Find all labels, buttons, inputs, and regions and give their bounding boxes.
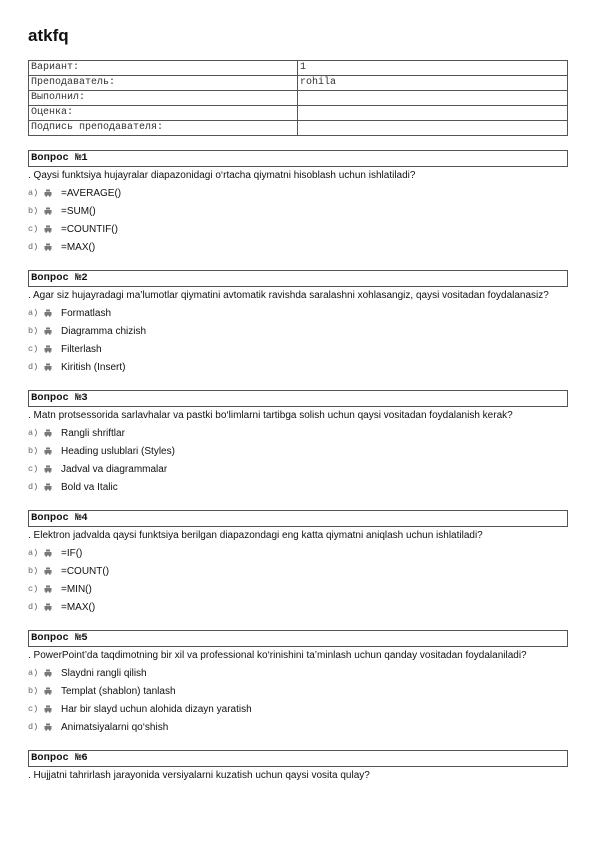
option-letter: a) — [28, 548, 39, 558]
option-text: Rangli shriftlar — [61, 427, 125, 439]
question-block — [28, 750, 568, 782]
info-label: Оценка: — [29, 106, 298, 121]
option-text: Diagramma chizish — [61, 325, 147, 337]
option-text: Slaydni rangli qilish — [61, 667, 147, 679]
answer-option[interactable] — [28, 682, 568, 700]
option-text: Animatsiyalarni qo‘shish — [61, 721, 169, 733]
answer-choice-icon — [44, 189, 52, 197]
answer-choice-icon — [44, 549, 52, 557]
answer-option[interactable] — [28, 322, 568, 340]
answer-option[interactable] — [28, 580, 568, 598]
option-letter: d) — [28, 242, 39, 252]
option-text: =COUNT() — [61, 565, 110, 577]
question-block — [28, 270, 568, 376]
info-row-teacher — [29, 76, 568, 91]
option-letter: c) — [28, 704, 39, 714]
option-letter: c) — [28, 344, 39, 354]
answer-option[interactable] — [28, 562, 568, 580]
option-letter: b) — [28, 446, 39, 456]
option-text: Har bir slayd uchun alohida dizayn yaratish — [61, 703, 252, 715]
answer-option[interactable] — [28, 184, 568, 202]
question-text: . Matn protsessorida sarlavhalar va pastki bo‘limlarni tartibga solish uchun qaysi vositadan foydalanish kerak? — [28, 410, 513, 421]
info-value: 1 — [298, 61, 568, 76]
answer-choice-icon — [44, 483, 52, 491]
info-row-variant — [29, 61, 568, 76]
answer-option[interactable] — [28, 664, 568, 682]
document-title: atkfq — [28, 26, 69, 45]
option-text: =AVERAGE() — [61, 187, 122, 199]
option-letter: a) — [28, 308, 39, 318]
answer-choice-icon — [44, 429, 52, 437]
question-block — [28, 390, 568, 496]
info-value — [298, 91, 568, 106]
question-header: Вопрос №4 — [28, 510, 568, 527]
question-text: . Elektron jadvalda qaysi funktsiya berilgan diapazondagi eng katta qiymatni aniqlash uchun ishlatiladi? — [28, 530, 483, 541]
answer-choice-icon — [44, 723, 52, 731]
option-letter: b) — [28, 686, 39, 696]
option-letter: c) — [28, 584, 39, 594]
question-header: Вопрос №5 — [28, 630, 568, 647]
answer-choice-icon — [44, 225, 52, 233]
question-text: . Agar siz hujayradagi ma’lumotlar qiymatini avtomatik ravishda saralashni xohlasangiz, qaysi vositadan foydalanasiz? — [28, 290, 549, 301]
answer-option[interactable] — [28, 700, 568, 718]
student-info-table — [28, 60, 568, 136]
question-text: . Qaysi funktsiya hujayralar diapazonidagi o‘rtacha qiymatni hisoblash uchun ishlatiladi? — [28, 170, 416, 181]
option-text: =MAX() — [61, 601, 96, 613]
question-header: Вопрос №3 — [28, 390, 568, 407]
answer-option[interactable] — [28, 220, 568, 238]
option-text: =COUNTIF() — [61, 223, 118, 235]
answer-choice-icon — [44, 465, 52, 473]
question-block — [28, 150, 568, 256]
option-letter: d) — [28, 362, 39, 372]
option-text: Templat (shablon) tanlash — [61, 685, 176, 697]
option-text: =SUM() — [61, 205, 96, 217]
answer-choice-icon — [44, 585, 52, 593]
info-label: Подпись преподавателя: — [29, 121, 298, 136]
answer-choice-icon — [44, 705, 52, 713]
question-block — [28, 630, 568, 736]
option-letter: b) — [28, 326, 39, 336]
option-letter: c) — [28, 224, 39, 234]
info-row-signature — [29, 121, 568, 136]
answer-option[interactable] — [28, 358, 568, 376]
option-letter: a) — [28, 668, 39, 678]
option-text: Kiritish (Insert) — [61, 361, 126, 373]
option-text: Bold va Italic — [61, 481, 118, 493]
question-header: Вопрос №2 — [28, 270, 568, 287]
answer-choice-icon — [44, 603, 52, 611]
option-text: =IF() — [61, 547, 83, 559]
question-header: Вопрос №6 — [28, 750, 568, 767]
answer-choice-icon — [44, 345, 52, 353]
answer-option[interactable] — [28, 424, 568, 442]
option-letter: a) — [28, 428, 39, 438]
info-label: Вариант: — [29, 61, 298, 76]
option-letter: d) — [28, 482, 39, 492]
answer-option[interactable] — [28, 718, 568, 736]
answer-choice-icon — [44, 447, 52, 455]
info-value — [298, 106, 568, 121]
answer-option[interactable] — [28, 202, 568, 220]
answer-choice-icon — [44, 207, 52, 215]
document-page — [28, 26, 568, 796]
answer-option[interactable] — [28, 340, 568, 358]
answer-choice-icon — [44, 567, 52, 575]
info-value: rohila — [298, 76, 568, 91]
answer-option[interactable] — [28, 442, 568, 460]
answer-option[interactable] — [28, 598, 568, 616]
answer-option[interactable] — [28, 544, 568, 562]
info-label: Выполнил: — [29, 91, 298, 106]
answer-option[interactable] — [28, 238, 568, 256]
answer-choice-icon — [44, 243, 52, 251]
option-text: Formatlash — [61, 307, 112, 319]
info-value — [298, 121, 568, 136]
option-letter: b) — [28, 566, 39, 576]
answer-choice-icon — [44, 687, 52, 695]
answer-choice-icon — [44, 309, 52, 317]
info-row-grade — [29, 106, 568, 121]
answer-option[interactable] — [28, 460, 568, 478]
answer-choice-icon — [44, 363, 52, 371]
answer-choice-icon — [44, 327, 52, 335]
question-text: . PowerPoint’da taqdimotning bir xil va professional ko‘rinishini ta’minlash uchun qanday vositadan foydalaniladi? — [28, 650, 527, 661]
answer-option[interactable] — [28, 304, 568, 322]
option-letter: a) — [28, 188, 39, 198]
question-header: Вопрос №1 — [28, 150, 568, 167]
info-label: Преподаватель: — [29, 76, 298, 91]
option-text: =MAX() — [61, 241, 96, 253]
question-text: . Hujjatni tahrirlash jarayonida versiyalarni kuzatish uchun qaysi vosita qulay? — [28, 770, 370, 781]
option-text: Jadval va diagrammalar — [61, 463, 168, 475]
option-text: Heading uslublari (Styles) — [61, 445, 175, 457]
option-letter: c) — [28, 464, 39, 474]
option-letter: d) — [28, 722, 39, 732]
question-block — [28, 510, 568, 616]
option-text: Filterlash — [61, 343, 102, 355]
answer-choice-icon — [44, 669, 52, 677]
option-letter: d) — [28, 602, 39, 612]
info-row-performed-by — [29, 91, 568, 106]
answer-option[interactable] — [28, 478, 568, 496]
option-text: =MIN() — [61, 583, 92, 595]
option-letter: b) — [28, 206, 39, 216]
